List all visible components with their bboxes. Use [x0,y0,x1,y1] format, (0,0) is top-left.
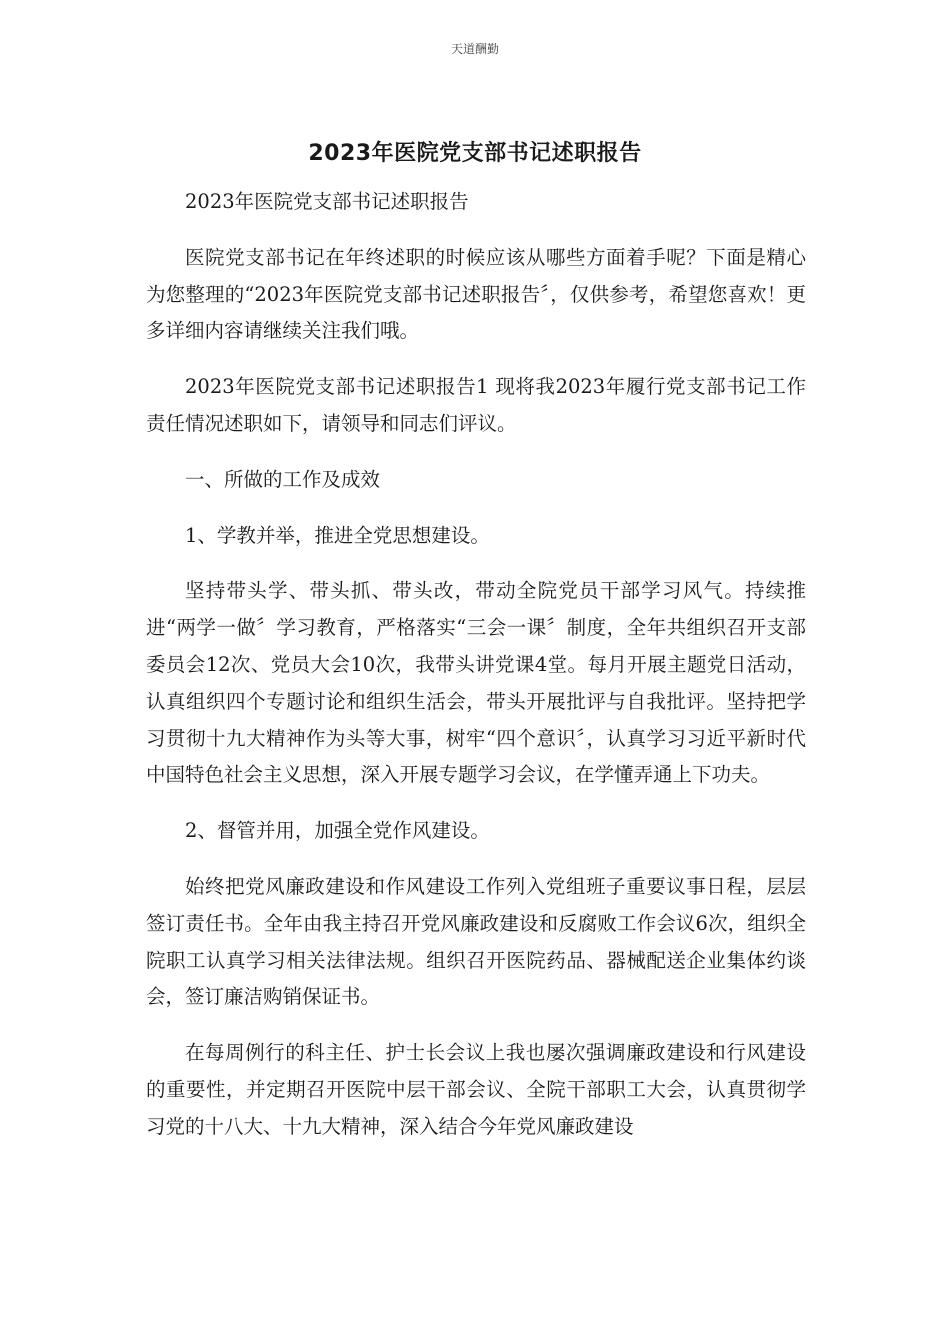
paragraph-subtitle: 2023年医院党支部书记述职报告 [185,190,469,213]
paragraph-integrity: 始终把党风廉政建设和作风建设工作列入党组班子重要议事日程，层层签订责任书。全年由我主持召开党风廉政建设和反腐败工作会议6次，组织全院职工认真学习相关法律法规。组织召开医院药品、器械配送企业集体约谈会，签订廉洁购销保证书。 [146,874,806,1009]
document-title: 2023年医院党支部书记述职报告 [308,141,642,166]
subsection-heading-1: 1、学教并举，推进全党思想建设。 [185,523,490,547]
page-header: 天道酬勤 [450,42,499,56]
section-heading-1: 一、所做的工作及成效 [185,467,381,491]
paragraph-study: 坚持带头学、带头抓、带头改，带动全院党员干部学习风气。持续推进“两学一做〞学习教育，严格落实“三会一课〞制度，全年共组织召开支部委员会12次、党员大会10次，我带头讲党课4堂。每月开展主题党日活动，认真组织四个专题讨论和组织生活会，带头开展批评与自我批评。坚持把学习贯彻十九大精神作为头等大事，树牢“四个意识〞，认真学习习近平新时代中国特色社会主义思想，深入开展专题学习会议，在学懂弄通上下功夫。 [146,579,806,787]
document-body [146,184,806,1165]
subsection-heading-2: 2、督管并用，加强全党作风建设。 [185,819,490,843]
paragraph-opening: 2023年医院党支部书记述职报告1 现将我2023年履行党支部书记工作责任情况述职如下，请领导和同志们评议。 [146,375,806,435]
paragraph-intro: 医院党支部书记在年终述职的时候应该从哪些方面着手呢？下面是精心为您整理的“2023年医院党支部书记述职报告〞，仅供参考，希望您喜欢！更多详细内容请继续关注我们哦。 [146,245,806,343]
paragraph-meetings: 在每周例行的科主任、护士长会议上我也屡次强调廉政建设和行风建设的重要性，并定期召开医院中层干部会议、全院干部职工大会，认真贯彻学习党的十八大、十九大精神，深入结合今年党风廉政建设 [146,1041,806,1138]
